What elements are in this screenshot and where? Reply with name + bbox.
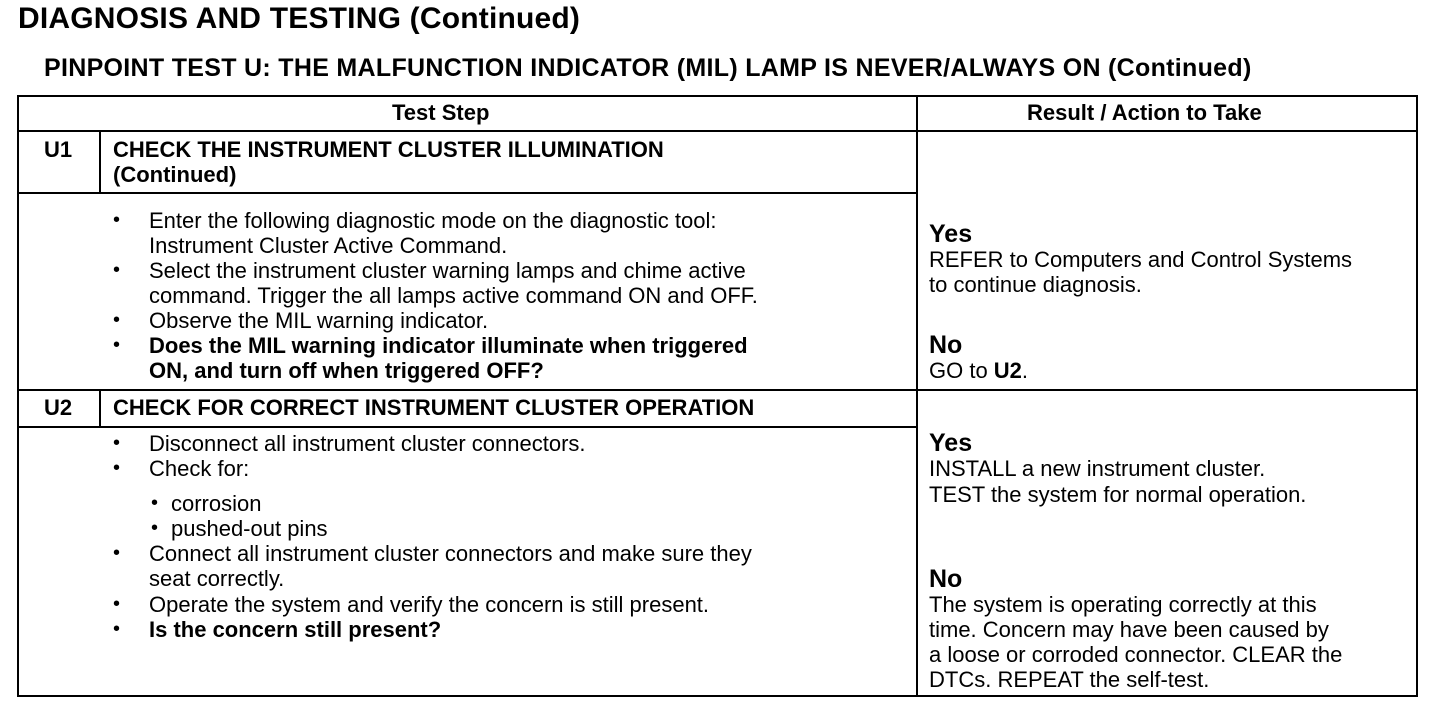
column-header-test-step: Test Step (392, 100, 490, 125)
u2-no-line-4: DTCs. REPEAT the self-test. (929, 667, 1210, 692)
u1-no-label: No (929, 331, 963, 359)
u1-yes-line-2: to continue diagnosis. (929, 272, 1142, 297)
table-divider-u2-title (17, 426, 918, 428)
u2-sub-item-2: pushed-out pins (171, 516, 328, 541)
table-divider-u2-row (17, 389, 1418, 391)
u2-step-2-line-1: Check for: (149, 456, 250, 481)
u2-step-4-line-1: Operate the system and verify the concern is still present. (149, 592, 710, 617)
page-title: DIAGNOSIS AND TESTING (Continued) (18, 2, 581, 35)
u1-yes-label: Yes (929, 220, 973, 248)
u2-no-label: No (929, 565, 963, 593)
u1-no-prefix: GO to (929, 358, 994, 383)
u1-question-line-2: ON, and turn off when triggered OFF? (149, 358, 544, 383)
bullet-icon: • (151, 517, 159, 539)
u2-yes-line-2: TEST the system for normal operation. (929, 482, 1307, 507)
column-header-result: Result / Action to Take (1027, 100, 1262, 125)
u2-no-line-1: The system is operating correctly at this (929, 592, 1317, 617)
step-id-u1: U1 (44, 137, 73, 162)
table-divider-header (17, 130, 1418, 132)
bullet-icon: • (113, 542, 121, 564)
u1-step-2-line-2: command. Trigger the all lamps active command ON and OFF. (149, 283, 758, 308)
table-divider-step-id (99, 389, 101, 427)
u1-question-line-1: Does the MIL warning indicator illuminate when triggered (149, 333, 748, 358)
u2-yes-line-1: INSTALL a new instrument cluster. (929, 456, 1266, 481)
bullet-icon: • (113, 432, 121, 454)
u2-yes-label: Yes (929, 429, 973, 457)
bullet-icon: • (113, 309, 121, 331)
u1-no-suffix: . (1021, 358, 1029, 383)
bullet-icon: • (151, 492, 159, 514)
pinpoint-test-title: PINPOINT TEST U: THE MALFUNCTION INDICATOR (MIL) LAMP IS NEVER/ALWAYS ON (Continued) (44, 54, 1252, 82)
bullet-icon: • (113, 457, 121, 479)
step-title-u1-continued: (Continued) (113, 162, 237, 187)
u2-no-line-3: a loose or corroded connector. CLEAR the (929, 642, 1343, 667)
u2-question-line-1: Is the concern still present? (149, 617, 442, 642)
u2-no-line-2: time. Concern may have been caused by (929, 617, 1329, 642)
u1-step-1-line-2: Instrument Cluster Active Command. (149, 233, 508, 258)
bullet-icon: • (113, 593, 121, 615)
table-divider-u1-title (17, 192, 918, 194)
bullet-icon: • (113, 334, 121, 356)
goto-u2-link[interactable]: U2 (993, 358, 1022, 383)
bullet-icon: • (113, 618, 121, 640)
table-divider-step-id (99, 130, 101, 193)
bullet-icon: • (113, 209, 121, 231)
u2-sub-item-1: corrosion (171, 491, 262, 516)
u1-step-2-line-1: Select the instrument cluster warning lamps and chime active (149, 258, 746, 283)
u1-step-1-line-1: Enter the following diagnostic mode on the diagnostic tool: (149, 208, 717, 233)
u2-step-3-line-2: seat correctly. (149, 566, 285, 591)
u1-step-3-line-1: Observe the MIL warning indicator. (149, 308, 489, 333)
step-id-u2: U2 (44, 395, 73, 420)
u2-step-3-line-1: Connect all instrument cluster connectors and make sure they (149, 541, 752, 566)
u2-step-1-line-1: Disconnect all instrument cluster connectors. (149, 431, 586, 456)
step-title-u2: CHECK FOR CORRECT INSTRUMENT CLUSTER OPERATION (113, 395, 755, 420)
u1-yes-line-1: REFER to Computers and Control Systems (929, 247, 1353, 272)
u1-no-action (929, 358, 1028, 383)
bullet-icon: • (113, 259, 121, 281)
table-divider-column (916, 95, 918, 697)
step-title-u1: CHECK THE INSTRUMENT CLUSTER ILLUMINATION (113, 137, 664, 162)
